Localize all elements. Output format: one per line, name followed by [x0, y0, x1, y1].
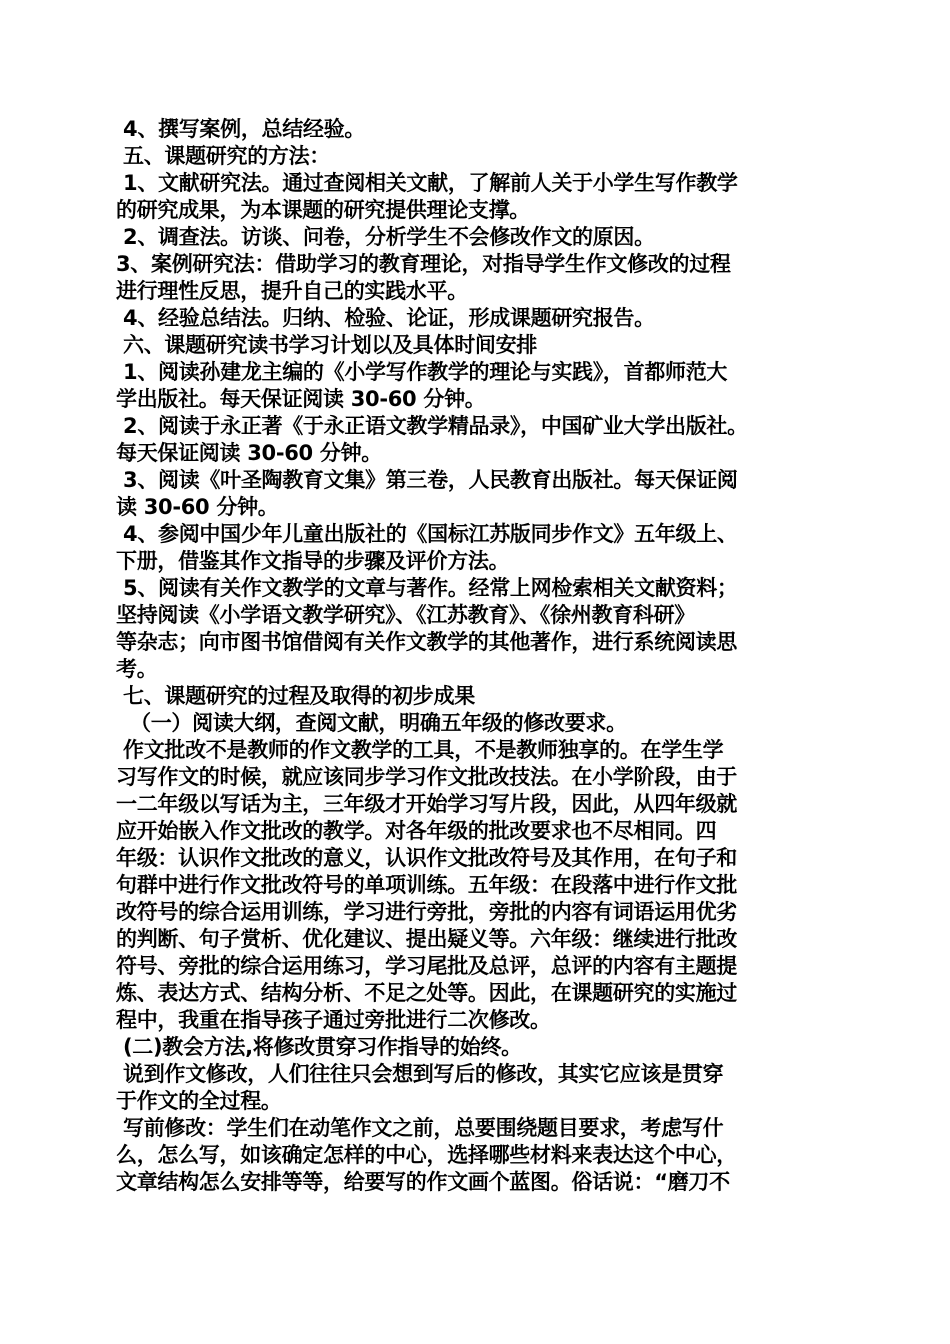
text-line: 改符号的综合运用训练，学习进行旁批，旁批的内容有词语运用优劣 — [116, 900, 737, 924]
text-line: 下册，借鉴其作文指导的步骤及评价方法。 — [116, 549, 510, 573]
text-line: 4、参阅中国少年儿童出版社的《国标江苏版同步作文》五年级上、 — [116, 522, 738, 546]
text-line: 1、阅读孙建龙主编的《小学写作教学的理论与实践》，首都师范大 — [116, 360, 728, 384]
text-line: 2、阅读于永正著《于永正语文教学精品录》，中国矿业大学出版社。 — [116, 414, 748, 438]
text-line: 文章结构怎么安排等等，给要写的作文画个蓝图。俗话说：“磨刀不 — [116, 1170, 730, 1194]
text-line: 5、阅读有关作文教学的文章与著作。经常上网检索相关文献资料； — [116, 576, 738, 600]
text-line: 程中，我重在指导孩子通过旁批进行二次修改。 — [116, 1008, 551, 1032]
text-line: 3、案例研究法：借助学习的教育理论，对指导学生作文修改的过程 — [116, 252, 731, 276]
text-line: 作文批改不是教师的作文教学的工具，不是教师独享的。在学生学 — [116, 738, 724, 762]
text-line: 句群中进行作文批改符号的单项训练。五年级：在段落中进行作文批 — [116, 873, 737, 897]
text-line: 炼、表达方式、结构分析、不足之处等。因此，在课题研究的实施过 — [116, 981, 737, 1005]
text-line: 的判断、句子赏析、优化建议、提出疑义等。六年级：继续进行批改 — [116, 927, 737, 951]
text-line: 习写作文的时候，就应该同步学习作文批改技法。在小学阶段，由于 — [116, 765, 737, 789]
text-line: 年级：认识作文批改的意义，认识作文批改符号及其作用，在句子和 — [116, 846, 737, 870]
subsection-heading: （一）阅读大纲，查阅文献，明确五年级的修改要求。 — [116, 711, 627, 735]
text-line: 4、撰写案例，总结经验。 — [116, 117, 366, 141]
text-line: 符号、旁批的综合运用练习，学习尾批及总评，总评的内容有主题提 — [116, 954, 737, 978]
text-line: 于作文的全过程。 — [116, 1089, 282, 1113]
text-line: 说到作文修改，人们往往只会想到写后的修改，其实它应该是贯穿 — [116, 1062, 724, 1086]
text-line: 考。 — [116, 657, 158, 681]
text-line: 么，怎么写，如该确定怎样的中心，选择哪些材料来表达这个中心， — [116, 1143, 737, 1167]
text-line: 等杂志；向市图书馆借阅有关作文教学的其他著作，进行系统阅读思 — [116, 630, 737, 654]
subsection-heading: (二)教会方法,将修改贯穿习作指导的始终。 — [116, 1035, 522, 1059]
text-line: 3、阅读《叶圣陶教育文集》第三卷，人民教育出版社。每天保证阅 — [116, 468, 738, 492]
section-heading: 五、课题研究的方法： — [116, 144, 331, 168]
text-line: 1、文献研究法。通过查阅相关文献，了解前人关于小学生写作教学 — [116, 171, 738, 195]
text-line: 的研究成果，为本课题的研究提供理论支撑。 — [116, 198, 530, 222]
text-line: 每天保证阅读 30-60 分钟。 — [116, 441, 382, 465]
text-line: 学出版社。每天保证阅读 30-60 分钟。 — [116, 387, 486, 411]
text-line: 2、调查法。访谈、问卷，分析学生不会修改作文的原因。 — [116, 225, 655, 249]
text-line: 坚持阅读《小学语文教学研究》、《江苏教育》、《徐州教育科研》 — [116, 603, 695, 627]
text-line: 4、经验总结法。归纳、检验、论证，形成课题研究报告。 — [116, 306, 655, 330]
section-heading: 六、课题研究读书学习计划以及具体时间安排 — [116, 333, 538, 357]
text-line: 写前修改：学生们在动笔作文之前，总要围绕题目要求，考虑写什 — [116, 1116, 724, 1140]
text-line: 读 30-60 分钟。 — [116, 495, 279, 519]
section-heading: 七、课题研究的过程及取得的初步成果 — [116, 684, 475, 708]
text-line: 进行理性反思，提升自己的实践水平。 — [116, 279, 468, 303]
text-line: 一二年级以写话为主，三年级才开始学习写片段，因此，从四年级就 — [116, 792, 737, 816]
text-line: 应开始嵌入作文批改的教学。对各年级的批改要求也不尽相同。四 — [116, 819, 717, 843]
document-body — [116, 116, 844, 1196]
